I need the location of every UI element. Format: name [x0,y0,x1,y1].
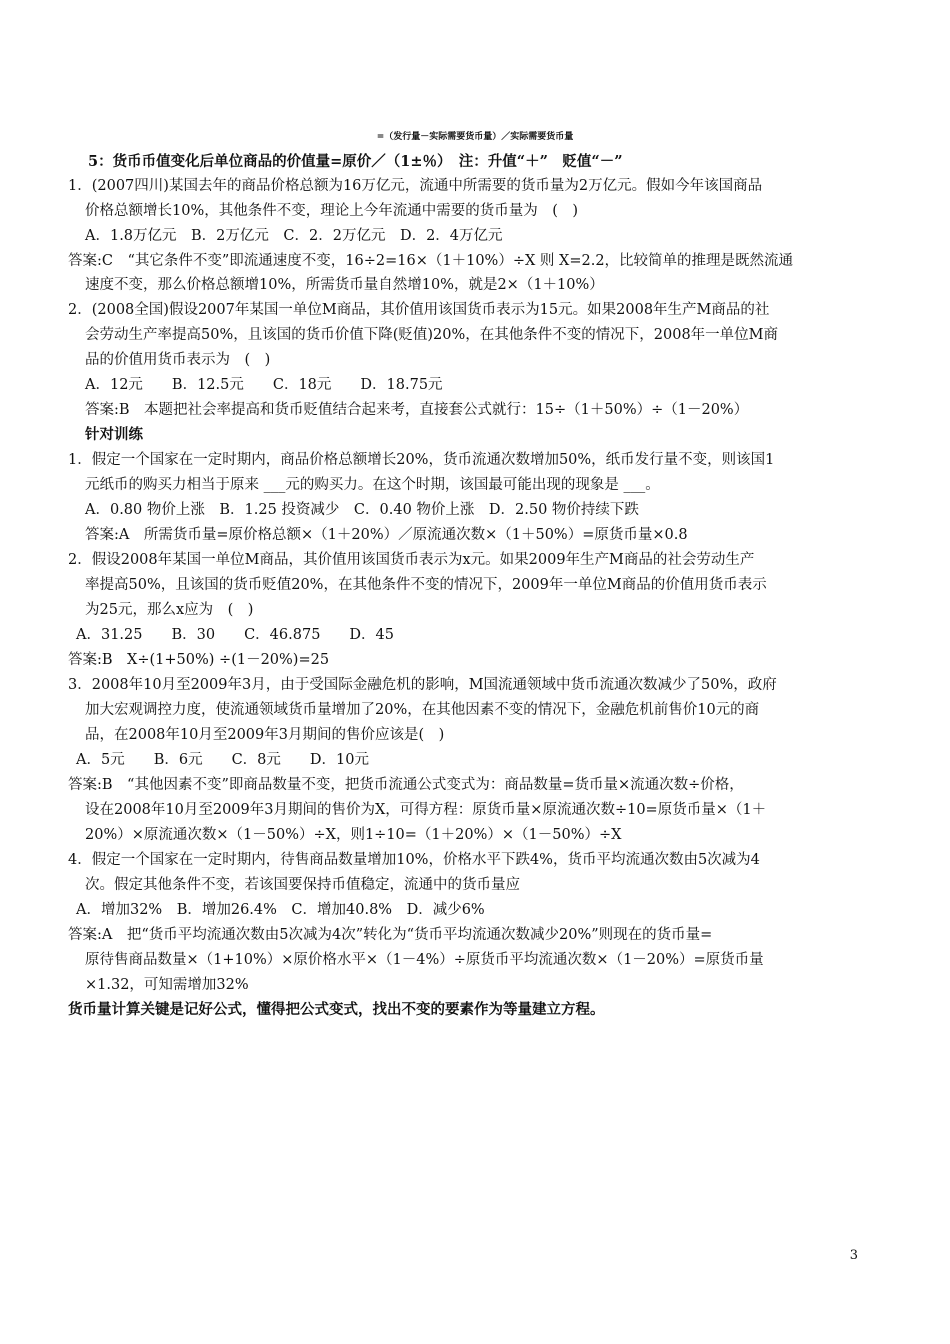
training-2-line-2: 率提高50%，且该国的货币贬值20%，在其他条件不变的情况下，2009年一单位M商品的价值用货币表示 [85,577,767,593]
training-2-options: A．31.25 B．30 C．46.875 D．45 [76,627,394,643]
question-2-line-1: 2．(2008全国)假设2007年某国一单位M商品，其价值用该国货币表示为15元。如果2008年生产M商品的社 [68,302,770,318]
question-2-line-3: 品的价值用货币表示为 ( ) [85,352,271,368]
training-4-line-2: 次。假定其他条件不变，若该国要保持币值稳定，流通中的货币量应 [85,877,520,893]
training-1-line-1: 1．假定一个国家在一定时期内，商品价格总额增长20%，货币流通次数增加50%，纸币发行量不变，则该国1 [68,452,775,468]
conclusion-note: 货币量计算关键是记好公式，懂得把公式变式，找出不变的要素作为等量建立方程。 [68,1001,605,1018]
rule-5-heading: 5：货币币值变化后单位商品的价值量=原价／（1±％） 注：升值“＋” 贬值“－” [88,153,623,170]
training-2-line-3: 为25元，那么x应为 ( ) [85,602,254,618]
training-1-options: A．0.80 物价上涨 B．1.25 投资减少 C．0.40 物价上涨 D．2.50 物价持续下跌 [85,502,639,518]
question-1-options: A．1.8万亿元 B．2万亿元 C．2．2万亿元 D．2．4万亿元 [85,228,503,244]
question-1-line-2: 价格总额增长10%，其他条件不变，理论上今年流通中需要的货币量为 ( ) [85,203,579,219]
answer-2-line-1: 答案:B 本题把社会率提高和货币贬值结合起来考，直接套公式就行：15÷（1＋50%）÷（1－20%） [85,402,749,418]
training-1-line-2: 元纸币的购买力相当于原来 ___元的购买力。在这个时期，该国最可能出现的现象是 ___。 [85,477,660,493]
training-3-line-3: 品，在2008年10月至2009年3月期间的售价应该是( ) [85,727,445,743]
training-1-answer: 答案:A 所需货币量=原价格总额×（1＋20%）／原流通次数×（1＋50%）=原货币量×0.8 [85,527,688,543]
answer-1-line-2: 速度不变，那么价格总额增10%，所需货币量自然增10%，就是2×（1＋10%） [85,277,604,293]
training-3-line-2: 加大宏观调控力度，使流通领域货币量增加了20%，在其他因素不变的情况下，金融危机前售价10元的商 [85,702,760,718]
training-4-answer-line-2: 原待售商品数量×（1+10%）×原价格水平×（1－4%）÷原货币平均流通次数×（1－20%）=原货币量 [85,952,764,968]
training-4-answer-line-1: 答案:A 把“货币平均流通次数由5次减为4次”转化为“货币平均流通次数减少20%”则现在的货币量= [68,927,713,943]
page-number: 3 [849,1248,858,1263]
question-2-line-2: 会劳动生产率提高50%，且该国的货币价值下降(贬值)20%，在其他条件不变的情况下，2008年一单位M商 [85,327,779,343]
training-3-options: A．5元 B．6元 C．8元 D．10元 [76,752,369,768]
training-3-line-1: 3．2008年10月至2009年3月，由于受国际金融危机的影响，M国流通领域中货币流通次数减少了50%，政府 [68,677,777,693]
formula-line: =（发行量－实际需要货币量）／实际需要货币量 [376,132,574,142]
section-title: 针对训练 [85,426,143,443]
training-4-line-1: 4．假定一个国家在一定时期内，待售商品数量增加10%，价格水平下跌4%，货币平均流通次数由5次减为4 [68,852,760,868]
training-4-options: A．增加32% B．增加26.4% C．增加40.8% D．减少6% [76,902,485,918]
training-4-answer-line-3: ×1.32，可知需增加32% [85,977,249,993]
training-2-line-1: 2．假设2008年某国一单位M商品，其价值用该国货币表示为x元。如果2009年生产M商品的社会劳动生产 [68,552,755,568]
answer-1-line-1: 答案:C “其它条件不变”即流通速度不变，16÷2=16×（1＋10%）÷X 则 X=2.2，比较简单的推理是既然流通 [68,253,794,269]
training-3-answer-line-1: 答案:B “其他因素不变”即商品数量不变，把货币流通公式变式为：商品数量=货币量×流通次数÷价格， [68,777,744,793]
training-3-answer-line-2: 设在2008年10月至2009年3月期间的售价为X，可得方程：原货币量×原流通次数÷10=原货币量×（1＋ [85,802,767,818]
question-2-options: A．12元 B．12.5元 C．18元 D．18.75元 [85,377,443,393]
question-1-line-1: 1．(2007四川)某国去年的商品价格总额为16万亿元，流通中所需要的货币量为2万亿元。假如今年该国商品 [68,178,763,194]
training-2-answer: 答案:B X÷(1+50%) ÷(1－20%)=25 [68,652,330,668]
training-3-answer-line-3: 20%）×原流通次数×（1－50%）÷X，则1÷10=（1＋20%）×（1－50%）÷X [85,827,622,843]
